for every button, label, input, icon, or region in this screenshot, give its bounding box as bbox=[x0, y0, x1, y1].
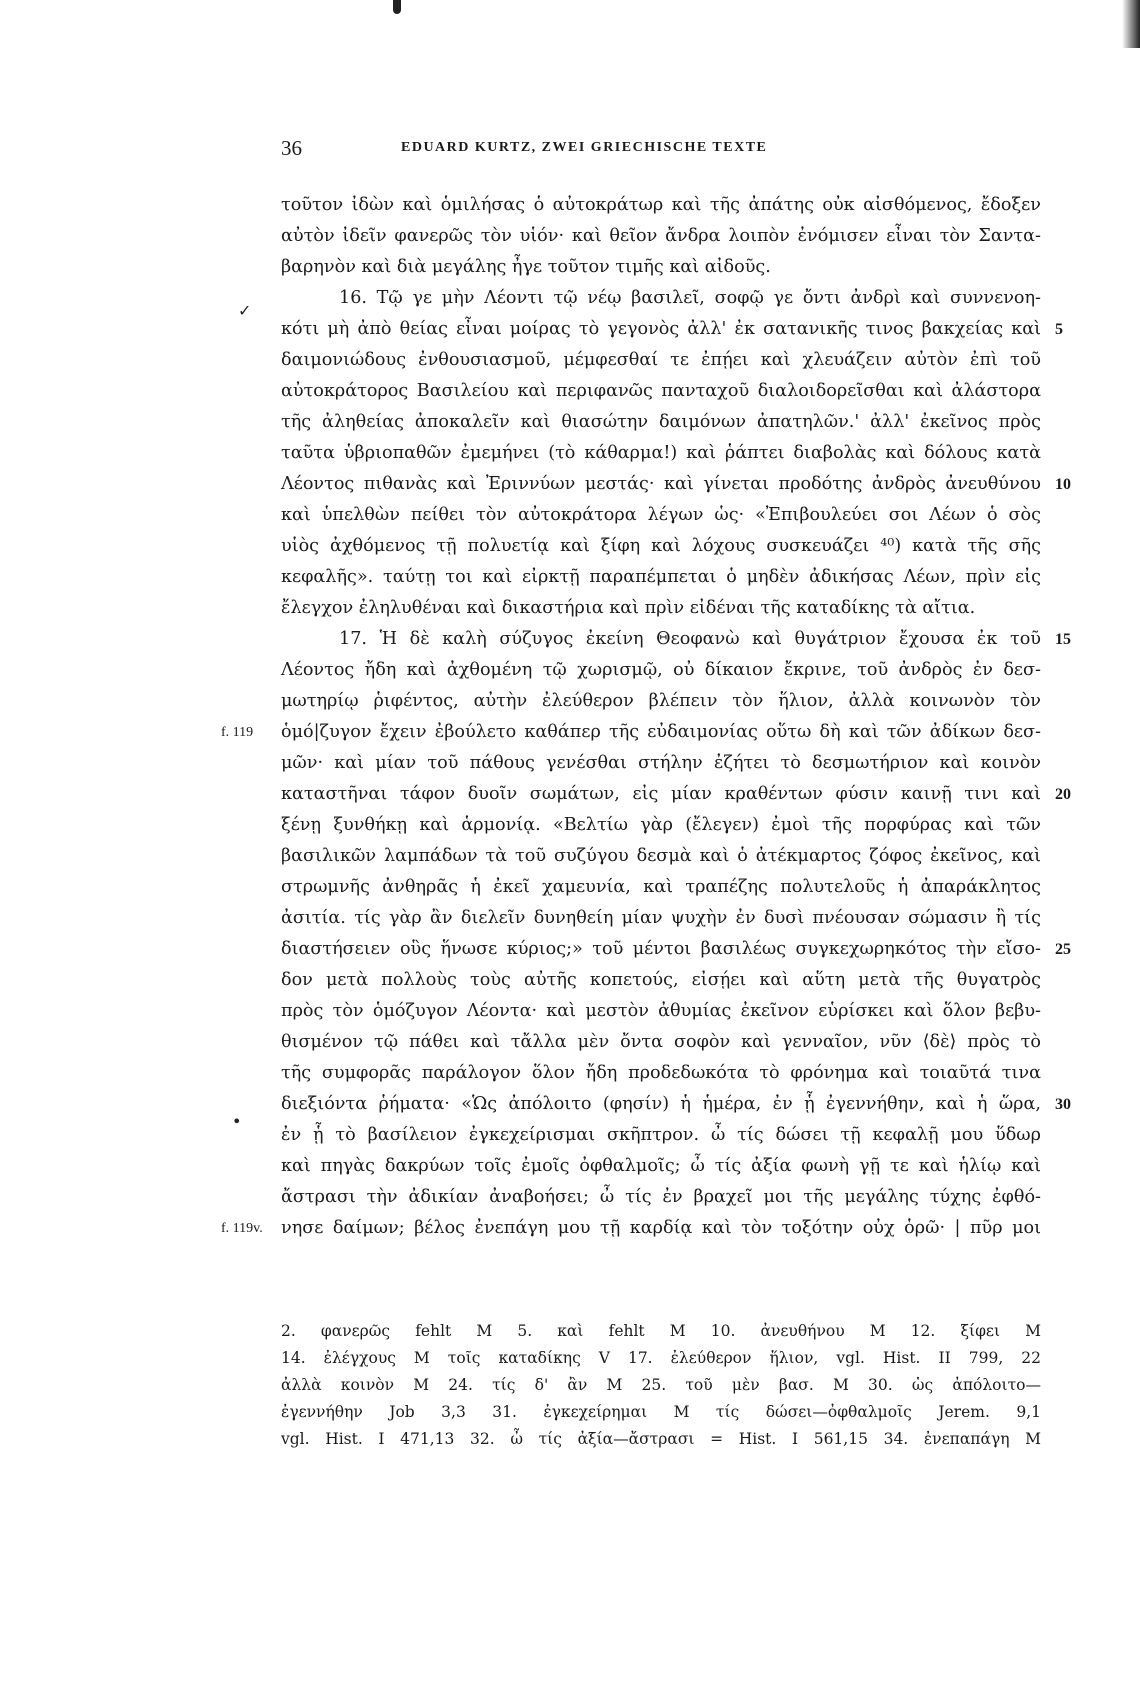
line-text: Λέοντος ἤδη καὶ ἀχθομένη τῷ χωρισμῷ, οὐ δίκαιον ἔκρινε, τοῦ ἀνδρὸς ἐν δεσ- bbox=[281, 660, 1041, 680]
text-line bbox=[281, 1089, 1071, 1120]
text-line bbox=[281, 1120, 1041, 1151]
line-number: 30 bbox=[1055, 1096, 1071, 1113]
text-line bbox=[281, 438, 1041, 469]
line-text: ὁμό|ζυγον ἔχειν ἐβούλετο καθάπερ τῆς εὐδαιμονίας οὕτω δὴ καὶ τῶν ἀδίκων δεσ- bbox=[281, 722, 1041, 742]
text-line bbox=[281, 593, 1041, 624]
line-number: 25 bbox=[1055, 941, 1071, 958]
text-line bbox=[281, 965, 1041, 996]
text-line bbox=[281, 779, 1071, 810]
text-line bbox=[281, 686, 1041, 717]
folio-marker: f. 119 bbox=[221, 725, 254, 740]
line-text: ἀσιτία. τίς γὰρ ἂν διελεῖν δυνηθείη μίαν ψυχὴν ἐν δυσὶ πνέουσαν σώμασιν ἢ τίς bbox=[281, 908, 1041, 928]
line-text: δον μετὰ πολλοὺς τοὺς αὐτῆς κοπετούς, εἰσῄει καὶ αὕτη μετὰ τῆς θυγατρὸς bbox=[281, 970, 1041, 990]
apparatus-line: 14. ἐλέγχους M τοῖς καταδίκης V 17. ἐλεύθερον ἥλιον, vgl. Hist. II 799, 22 bbox=[281, 1349, 1041, 1367]
apparatus-line: vgl. Hist. I 471,13 32. ὦ τίς ἀξία—ἄστρασι = Hist. I 561,15 34. ἐνεπαπάγη M bbox=[281, 1430, 1041, 1448]
line-text: ξένῃ ξυνθήκῃ καὶ ἁρμονίᾳ. «Βελτίω γὰρ (ἔλεγεν) ἐμοὶ τῆς πορφύρας καὶ τῶν bbox=[281, 815, 1041, 835]
line-text: μῶν· καὶ μίαν τοῦ πάθους γενέσθαι στήλην ἐζήτει τὸ δεσμωτήριον καὶ κοινὸν bbox=[281, 753, 1041, 773]
folio-marker: f. 119v. bbox=[221, 1221, 263, 1236]
line-text: στρωμνῆς ἀνθηρᾶς ἡ ἐκεῖ χαμευνία, καὶ τραπέζης πολυτελοῦς ἡ ἀπαράκλητος bbox=[281, 877, 1041, 897]
text-line bbox=[281, 1027, 1041, 1058]
apparatus-line: 2. φανερῶς fehlt M 5. καὶ fehlt M 10. ἀνευθήνου M 12. ξίφει M bbox=[281, 1322, 1041, 1340]
line-text: κεφαλῆς». ταύτῃ τοι καὶ εἰρκτῇ παραπέμπεται ὁ μηδὲν ἀδικήσας Λέων, πρὶν εἰς bbox=[281, 567, 1041, 587]
critical-apparatus bbox=[281, 1318, 1041, 1453]
line-text: καὶ ὑπελθὼν πείθει τὸν αὐτοκράτορα λέγων ὡς· «Ἐπιβουλεύει σοι Λέων ὁ σὸς bbox=[281, 505, 1041, 525]
text-line bbox=[281, 841, 1041, 872]
line-text: δαιμονιώδους ἐνθουσιασμοῦ, μέμφεσθαί τε ἐπῄει καὶ χλευάζειν αὐτὸν ἐπὶ τοῦ bbox=[281, 350, 1041, 370]
line-text: ἔλεγχον ἐληλυθέναι καὶ δικαστήρια καὶ πρὶν εἰδέναι τῆς καταδίκης τὰ αἴτια. bbox=[281, 598, 976, 618]
line-text: τῆς συμφορᾶς παράλογον ὅλον ἤδη προδεδωκότα τὸ φρόνημα καὶ τοιαῦτά τινα bbox=[281, 1063, 1041, 1083]
line-number: 20 bbox=[1055, 786, 1071, 803]
line-text: αὐτοκράτορος Βασιλείου καὶ περιφανῶς πανταχοῦ διαλοιδορεῖσθαι καὶ ἀλάστορα bbox=[281, 381, 1041, 401]
text-line bbox=[281, 996, 1041, 1027]
line-text: βασιλικῶν λαμπάδων τὰ τοῦ συζύγου δεσμὰ καὶ ὁ ἀτέκμαρτος ζόφος ἐκεῖνος, καὶ bbox=[281, 846, 1041, 866]
line-text: 16. Τῷ γε μὴν Λέοντι τῷ νέῳ βασιλεῖ, σοφῷ γε ὄντι ἀνδρὶ καὶ συννενοη- bbox=[339, 288, 1041, 308]
text-line bbox=[281, 314, 1063, 345]
line-text: τοῦτον ἰδὼν καὶ ὁμιλήσας ὁ αὐτοκράτωρ καὶ τῆς ἀπάτης οὐκ αἰσθόμενος, ἔδοξεν bbox=[281, 195, 1041, 215]
line-text: Λέοντος πιθανὰς καὶ Ἐριννύων μεστάς· καὶ γίνεται προδότης ἀνδρὸς ἀνευθύνου bbox=[281, 474, 1041, 494]
text-line bbox=[281, 345, 1041, 376]
text-line bbox=[281, 190, 1041, 221]
margin-dot: • bbox=[232, 1112, 242, 1131]
line-text: υἱὸς ἀχθόμενος τῇ πολυετίᾳ καὶ ξίφη καὶ λόχους συσκευάζει ⁴⁰) κατὰ τῆς σῆς bbox=[281, 536, 1041, 556]
text-line bbox=[281, 655, 1041, 686]
margin-mark: ✓ bbox=[238, 301, 252, 320]
scan-artifact bbox=[393, 0, 401, 14]
line-number: 10 bbox=[1055, 476, 1071, 493]
text-line bbox=[281, 469, 1071, 500]
text-line bbox=[281, 748, 1041, 779]
apparatus-line: ἀλλὰ κοινὸν M 24. τίς δ' ἂν M 25. τοῦ μὲν βασ. M 30. ὡς ἀπόλοιτο— bbox=[281, 1376, 1041, 1394]
line-text: καταστῆναι τάφον δυοῖν σωμάτων, εἰς μίαν κραθέντων φύσιν καινῇ τινι καὶ bbox=[281, 784, 1041, 804]
line-text: μωτηρίῳ ῥιφέντος, αὐτὴν ἐλεύθερον βλέπειν τὸν ἥλιον, ἀλλὰ κοινωνὸν τὸν bbox=[281, 691, 1041, 711]
scan-edge-shadow bbox=[1122, 0, 1140, 48]
line-number: 15 bbox=[1055, 631, 1071, 648]
line-text: ἐν ᾗ τὸ βασίλειον ἐγκεχείρισμαι σκῆπτρον. ὦ τίς δώσει τῇ κεφαλῇ μου ὕδωρ bbox=[281, 1125, 1041, 1145]
line-text: νησε δαίμων; βέλος ἐνεπάγη μου τῇ καρδίᾳ καὶ τὸν τοξότην οὐχ ὁρῶ· | πῦρ μοι bbox=[281, 1218, 1041, 1238]
text-line bbox=[281, 376, 1041, 407]
line-text: ταῦτα ὑβριοπαθῶν ἐμεμήνει (τὸ κάθαρμα!) καὶ ῥάπτει διαβολὰς καὶ δόλους κατὰ bbox=[281, 443, 1041, 463]
running-head bbox=[281, 136, 1041, 166]
page-number: 36 bbox=[281, 136, 302, 160]
main-text bbox=[221, 190, 1071, 1244]
line-text: θισμένον τῷ πάθει καὶ τἄλλα μὲν ὄντα σοφὸν καὶ γενναῖον, νῦν ⟨δὲ⟩ πρὸς τὸ bbox=[281, 1032, 1041, 1052]
line-text: τῆς ἀληθείας ἀποκαλεῖν καὶ θιασώτην δαιμόνων ἀπατηλῶν.' ἀλλ' ἐκεῖνος πρὸς bbox=[281, 412, 1041, 432]
running-title: EDUARD KURTZ, ZWEI GRIECHISCHE TEXTE bbox=[401, 140, 768, 155]
text-line bbox=[281, 407, 1041, 438]
text-line bbox=[221, 717, 1041, 748]
text-line bbox=[281, 500, 1041, 531]
text-line bbox=[281, 934, 1071, 965]
text-line bbox=[281, 624, 1071, 655]
text-line bbox=[221, 1213, 1041, 1244]
apparatus-line: ἐγεννήθην Job 3,3 31. ἐγκεχείρημαι M τίς δώσει—ὀφθαλμοῖς Jerem. 9,1 bbox=[281, 1403, 1041, 1421]
line-text: πρὸς τὸν ὁμόζυγον Λέοντα· καὶ μεστὸν ἀθυμίας ἐκεῖνον εὑρίσκει καὶ ὅλον βεβυ- bbox=[281, 1001, 1041, 1021]
line-text: ἄστρασι τὴν ἀδικίαν ἀναβοήσει; ὦ τίς ἐν βραχεῖ μοι τῆς μεγάλης τύχης ἐφθό- bbox=[281, 1187, 1041, 1207]
text-line bbox=[281, 221, 1041, 252]
line-text: διεξιόντα ῥήματα· «Ὡς ἀπόλοιτο (φησίν) ἡ ἡμέρα, ἐν ᾗ ἐγεννήθην, καὶ ἡ ὥρα, bbox=[281, 1094, 1041, 1114]
line-text: κότι μὴ ἀπὸ θείας εἶναι μοίρας τὸ γεγονὸς ἀλλ' ἐκ σατανικῆς τινος βακχείας καὶ bbox=[281, 319, 1041, 339]
line-text: διαστήσειεν οὓς ἥνωσε κύριος;» τοῦ μέντοι βασιλέως συγκεχωρηκότος τὴν εἴσο- bbox=[281, 939, 1041, 959]
text-line bbox=[281, 1058, 1041, 1089]
text-line bbox=[281, 531, 1041, 562]
text-line bbox=[281, 1151, 1041, 1182]
line-text: καὶ πηγὰς δακρύων τοῖς ἐμοῖς ὀφθαλμοῖς; ὦ τίς ἀξία φωνὴ γῇ τε καὶ ἡλίῳ καὶ bbox=[281, 1156, 1041, 1176]
text-line bbox=[281, 872, 1041, 903]
line-number: 5 bbox=[1055, 321, 1063, 338]
line-text: 17. Ἡ δὲ καλὴ σύζυγος ἐκείνη Θεοφανὼ καὶ θυγάτριον ἔχουσα ἐκ τοῦ bbox=[339, 629, 1041, 649]
text-line bbox=[281, 252, 1041, 283]
text-line bbox=[281, 810, 1041, 841]
text-line bbox=[281, 1182, 1041, 1213]
text-line bbox=[281, 562, 1041, 593]
text-line bbox=[281, 903, 1041, 934]
line-text: αὐτὸν ἰδεῖν φανερῶς τὸν υἱόν· καὶ θεῖον ἄνδρα λοιπὸν ἐνόμισεν εἶναι τὸν Σαντα- bbox=[281, 226, 1041, 246]
line-text: βαρηνὸν καὶ διὰ μεγάλης ἦγε τοῦτον τιμῆς καὶ αἰδοῦς. bbox=[281, 257, 771, 277]
text-line bbox=[281, 283, 1041, 314]
